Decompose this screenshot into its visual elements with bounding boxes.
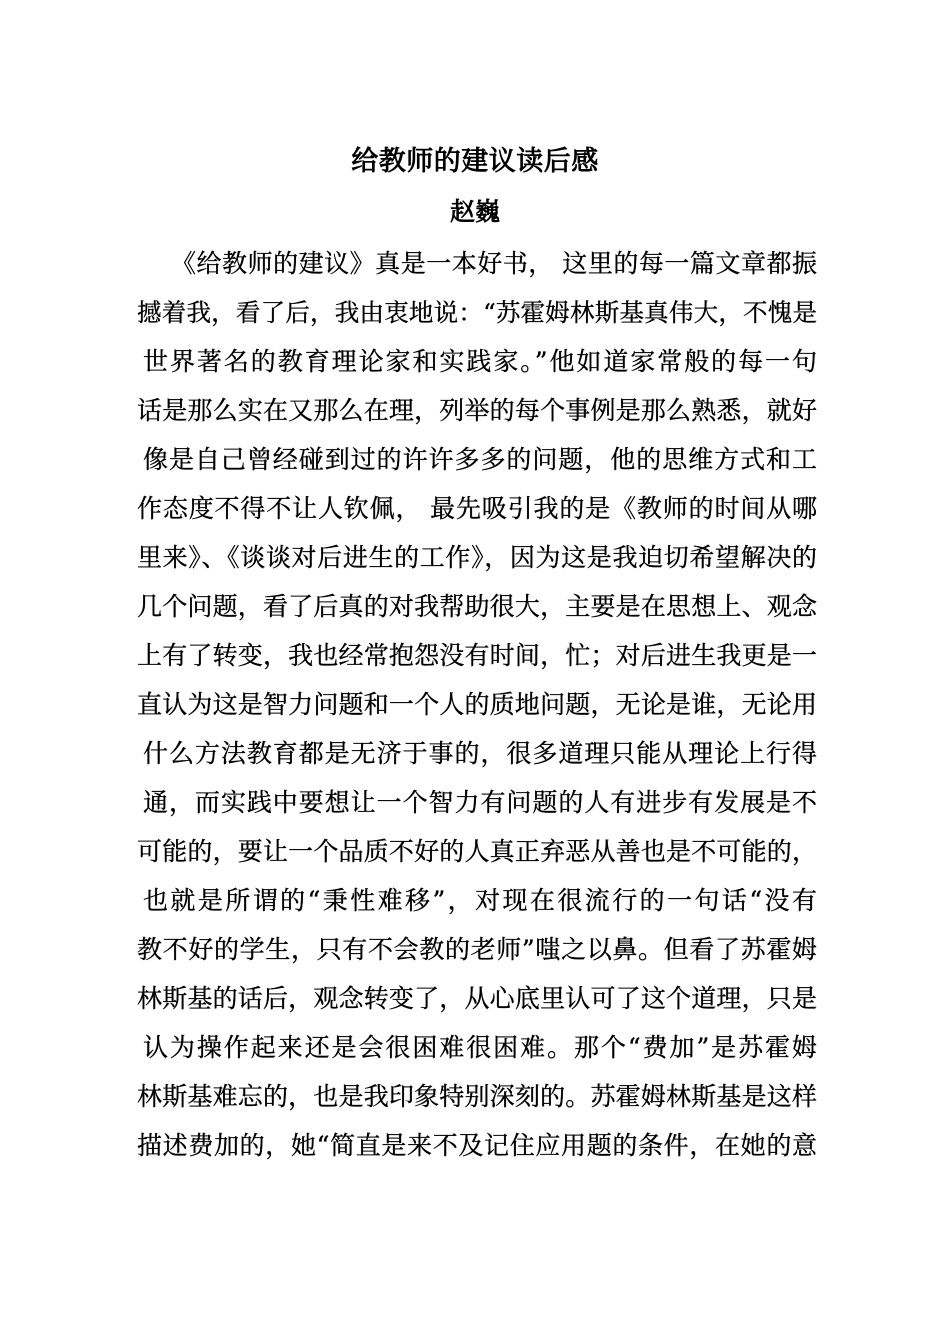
body-line: 上有了转变，我也经常抱怨没有时间，忙；对后进生我更是一 <box>137 641 817 670</box>
body-line: 认为操作起来还是会很困难很困难。那个“费加”是苏霍姆 <box>143 1033 817 1062</box>
document-author: 赵巍 <box>449 197 500 226</box>
document-title: 给教师的建议读后感 <box>351 146 599 177</box>
body-line: 话是那么实在又那么在理，列举的每个事例是那么熟悉，就好 <box>137 396 817 425</box>
body-line: 《给教师的建议》真是一本好书， 这里的每一篇文章都振 <box>171 249 817 278</box>
body-line: 像是自己曾经碰到过的许许多多的问题，他的思维方式和工 <box>143 445 817 474</box>
body-line: 林斯基难忘的，也是我印象特别深刻的。苏霍姆林斯基是这样 <box>137 1082 817 1111</box>
body-line: 直认为这是智力问题和一个人的质地问题，无论是谁，无论用 <box>137 690 817 719</box>
body-line: 什么方法教育都是无济于事的，很多道理只能从理论上行得 <box>143 739 817 768</box>
body-line: 几个问题，看了后真的对我帮助很大，主要是在思想上、观念 <box>137 592 817 621</box>
body-line: 世界著名的教育理论家和实践家。”他如道家常般的每一句 <box>143 347 817 376</box>
body-line: 林斯基的话后，观念转变了，从心底里认可了这个道理，只是 <box>137 984 817 1013</box>
body-line: 描述费加的，她“简直是来不及记住应用题的条件，在她的意 <box>137 1131 817 1160</box>
body-line: 里来》、《谈谈对后进生的工作》，因为这是我迫切希望解决的 <box>137 543 817 572</box>
body-line: 教不好的学生，只有不会教的老师”嗤之以鼻。但看了苏霍姆 <box>137 935 817 964</box>
body-line: 作态度不得不让人钦佩， 最先吸引我的是《教师的时间从哪 <box>137 494 817 523</box>
body-line: 也就是所谓的“秉性难移”，对现在很流行的一句话“没有 <box>143 886 817 915</box>
document-body <box>137 239 817 1170</box>
body-line: 撼着我，看了后，我由衷地说：“苏霍姆林斯基真伟大，不愧是 <box>137 298 817 327</box>
body-line: 可能的，要让一个品质不好的人真正弃恶从善也是不可能的， <box>137 837 817 866</box>
body-line: 通，而实践中要想让一个智力有问题的人有进步有发展是不 <box>143 788 817 817</box>
